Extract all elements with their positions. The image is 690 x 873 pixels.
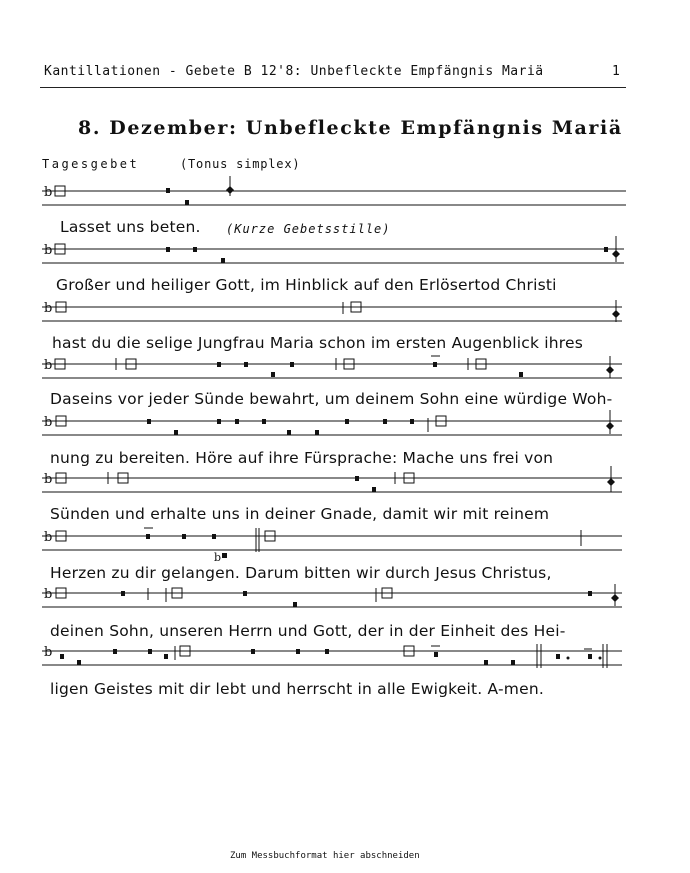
- prayer-line: Sünden und erhalte uns in deiner Gnade, damit wir mit reinem: [50, 505, 550, 523]
- prayer-line: Daseins vor jeder Sünde bewahrt, um deinem Sohn eine würdige Woh-: [50, 390, 613, 408]
- svg-text:b: b: [44, 415, 53, 430]
- svg-text:b: b: [44, 472, 53, 487]
- svg-text:b: b: [214, 551, 222, 564]
- prayer-line: Herzen zu dir gelangen. Darum bitten wir durch Jesus Christus,: [50, 564, 552, 582]
- invitation-rubric: (Kurze Gebetsstille): [226, 222, 391, 236]
- staff-0: [42, 176, 626, 205]
- cut-line-note: Zum Messbuchformat hier abschneiden: [230, 851, 420, 861]
- staff-5: [42, 466, 622, 492]
- prayer-line: Großer und heiliger Gott, im Hinblick auf den Erlösertod Christi: [56, 276, 557, 294]
- prayer-line: hast du die selige Jungfrau Maria schon im ersten Augenblick ihres: [52, 334, 584, 352]
- svg-text:b: b: [44, 185, 53, 200]
- svg-text:b: b: [44, 301, 53, 316]
- staff-3: [42, 356, 622, 378]
- svg-text:b: b: [44, 587, 53, 602]
- staff-7: [42, 584, 622, 607]
- prayer-line: deinen Sohn, unseren Herrn und Gott, der in der Einheit des Hei-: [50, 622, 566, 640]
- svg-text:b: b: [44, 645, 53, 660]
- svg-text:b: b: [44, 243, 53, 258]
- staff-6: [42, 528, 622, 564]
- prayer-line: nung zu bereiten. Höre auf ihre Fürsprache: Mache uns frei von: [50, 449, 554, 467]
- staff-4: [42, 410, 622, 435]
- staff-1: [42, 236, 624, 263]
- section-label: Tagesgebet: [42, 157, 140, 171]
- section-note: (Tonus simplex): [180, 157, 301, 171]
- running-header: Kantillationen - Gebete B 12'8: Unbefleckte Empfängnis Mariä: [44, 64, 544, 79]
- svg-text:b: b: [44, 530, 53, 545]
- staff-8: [42, 644, 622, 668]
- staff-2: [42, 300, 622, 322]
- svg-text:b: b: [44, 358, 53, 373]
- invitation-text: Lasset uns beten.: [60, 218, 201, 236]
- page-title: 8. Dezember: Unbefleckte Empfängnis Mariä: [78, 117, 623, 139]
- page-number: 1: [612, 64, 620, 79]
- prayer-line: ligen Geistes mit dir lebt und herrscht in alle Ewigkeit. A-men.: [50, 680, 544, 698]
